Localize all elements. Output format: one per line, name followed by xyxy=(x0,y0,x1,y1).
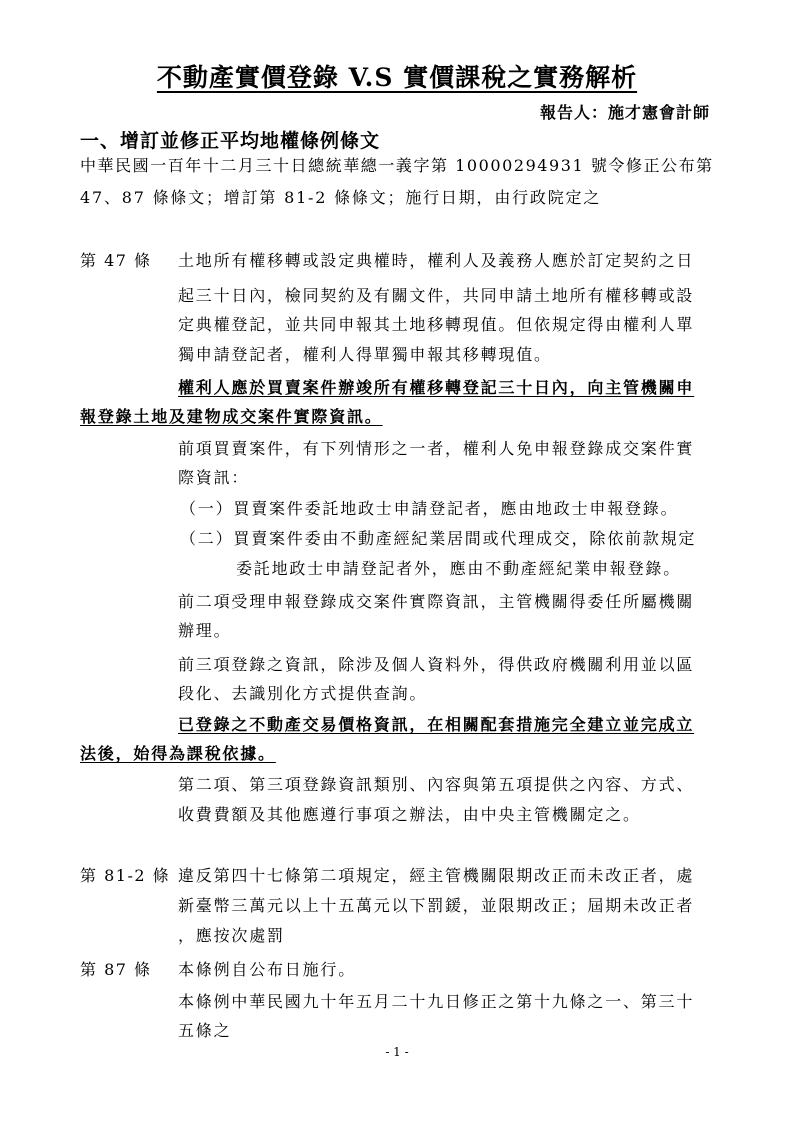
article-47-emphasis: 法後，始得為課稅依據。 xyxy=(80,744,276,763)
article-47-text: 土地所有權移轉或設定典權時，權利人及義務人應於訂定契約之日 xyxy=(178,251,695,270)
article-47-text: 辦理。 xyxy=(178,621,232,640)
article-87-text: 五條之 xyxy=(178,1021,232,1040)
reporter-line: 報告人：施才憲會計師 xyxy=(539,103,710,122)
article-47-emphasis: 權利人應於買賣案件辦竣所有權移轉登記三十日內，向主管機關申 xyxy=(178,378,695,397)
article-47-text: 起三十日內，檢同契約及有關文件，共同申請土地所有權移轉或設 xyxy=(178,286,695,305)
intro-line: 中華民國一百年十二月三十日總統華總一義字第 10000294931 號令修正公布第 xyxy=(80,156,714,175)
article-47-item: （二）買賣案件委由不動產經紀業居間或代理成交，除依前款規定 xyxy=(180,529,697,548)
article-47-text: 段化、去識別化方式提供查詢。 xyxy=(178,684,428,703)
article-47-text: 前項買賣案件，有下列情形之一者，權利人免申報登錄成交案件實 xyxy=(178,439,695,458)
article-81-2-label: 第 81-2 條 xyxy=(80,866,171,885)
article-47-text: 前二項受理申報登錄成交案件實際資訊，主管機關得委任所屬機關 xyxy=(178,592,695,611)
article-87-text: 本條例自公布日施行。 xyxy=(178,960,357,979)
article-87-text: 本條例中華民國九十年五月二十九日修正之第十九條之一、第三十 xyxy=(178,992,695,1011)
article-47-text: 定典權登記，並共同申報其土地移轉現值。但依規定得由權利人單 xyxy=(178,315,695,334)
article-81-2-text: 新臺幣三萬元以上十五萬元以下罰鍰，並限期改正；屆期未改正者 xyxy=(178,896,695,915)
page-number: - 1 - xyxy=(385,1045,409,1059)
article-47-emphasis: 已登錄之不動產交易價格資訊，在相關配套措施完全建立並完成立 xyxy=(178,715,695,734)
article-47-text: 前三項登錄之資訊，除涉及個人資料外，得供政府機關利用並以區 xyxy=(178,655,695,674)
article-47-label: 第 47 條 xyxy=(80,251,152,270)
document-title: 不動產實價登錄 V.S 實價課稅之實務解析 xyxy=(156,63,638,92)
article-47-emphasis: 報登錄土地及建物成交案件實際資訊。 xyxy=(80,407,383,426)
article-47-text: 收費費額及其他應遵行事項之辦法，由中央主管機關定之。 xyxy=(178,805,641,824)
article-47-text: 際資訊： xyxy=(178,468,250,487)
section-heading: 一、增訂並修正平均地權條例條文 xyxy=(80,130,381,152)
intro-line: 47、87 條條文；增訂第 81-2 條條文；施行日期，由行政院定之 xyxy=(80,188,602,207)
article-81-2-text: 違反第四十七條第二項規定，經主管機關限期改正而未改正者，處 xyxy=(178,866,695,885)
article-47-item: 委託地政士申請登記者外，應由不動產經紀業申報登錄。 xyxy=(236,559,682,578)
article-47-text: 獨申請登記者，權利人得單獨申報其移轉現值。 xyxy=(178,345,552,364)
article-47-text: 第二項、第三項登錄資訊類別、內容與第五項提供之內容、方式、 xyxy=(178,775,695,794)
article-87-label: 第 87 條 xyxy=(80,960,152,979)
article-47-item: （一）買賣案件委託地政士申請登記者，應由地政士申報登錄。 xyxy=(180,499,679,518)
article-81-2-text: ，應按次處罰 xyxy=(178,926,285,945)
